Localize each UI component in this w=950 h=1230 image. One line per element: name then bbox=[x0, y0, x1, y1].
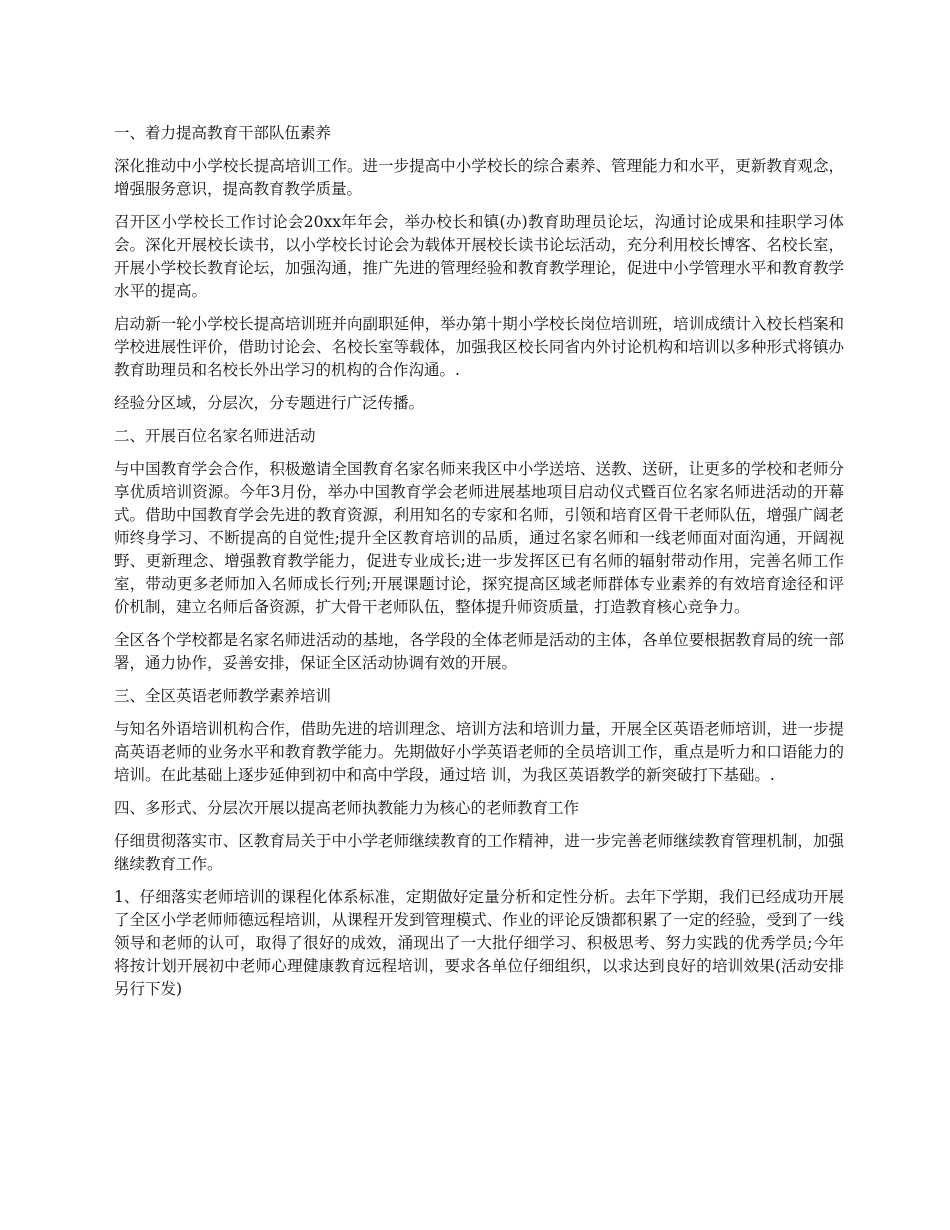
section-heading-4: 四、多形式、分层次开展以提高老师执教能力为核心的老师教育工作 bbox=[114, 799, 580, 817]
section-heading-1: 一、着力提高教育干部队伍素养 bbox=[114, 124, 332, 142]
paragraph: 仔细贯彻落实市、区教育局关于中小学老师继续教育的工作精神，进一步完善老师继续教育管理机制，加强继续教育工作。 bbox=[114, 832, 844, 873]
paragraph: 全区各个学校都是名家名师进活动的基地，各学段的全体老师是活动的主体，各单位要根据教育局的统一部署，通力协作，妥善安排，保证全区活动协调有效的开展。 bbox=[114, 631, 844, 672]
paragraph: 与知名外语培训机构合作，借助先进的培训理念、培训方法和培训力量，开展全区英语老师培训，进一步提高英语老师的业务水平和教育教学能力。先期做好小学英语老师的全员培训工作，重点是听力和口语能力的培训。在此基础上逐步延伸到初中和高中学段，通过培 训，为我区英语教学的新突破打下基础。. bbox=[114, 720, 844, 784]
paragraph: 启动新一轮小学校长提高培训班并向副职延伸，举办第十期小学校长岗位培训班，培训成绩计入校长档案和学校进展性评价，借助讨论会、名校长室等载体，加强我区校长同省内外讨论机构和培训以多种形式将镇办教育助理员和名校长外出学习的机构的合作沟通。. bbox=[114, 315, 844, 379]
section-heading-3: 三、全区英语老师教学素养培训 bbox=[114, 687, 332, 705]
section-heading-2: 二、开展百位名家名师进活动 bbox=[114, 427, 316, 445]
paragraph: 1、仔细落实老师培训的课程化体系标准，定期做好定量分析和定性分析。去年下学期，我们已经成功开展了全区小学老师师德远程培训，从课程开发到管理模式、作业的评论反馈都积累了一定的经验，受到了一线领导和老师的认可，取得了很好的成效，涌现出了一大批仔细学习、积极思考、努力实践的优秀学员;今年将按计划开展初中老师心理健康教育远程培训，要求各单位仔细组织，以求达到良好的培训效果(活动安排另行下发) bbox=[114, 888, 844, 998]
paragraph: 深化推动中小学校长提高培训工作。进一步提高中小学校长的综合素养、管理能力和水平，更新教育观念，增强服务意识，提高教育教学质量。 bbox=[114, 157, 844, 198]
paragraph: 召开区小学校长工作讨论会20xx年年会，举办校长和镇(办)教育助理员论坛，沟通讨论成果和挂职学习体会。深化开展校长读书，以小学校长讨论会为载体开展校长读书论坛活动，充分利用校长博客、名校长室，开展小学校长教育论坛，加强沟通，推广先进的管理经验和教育教学理论，促进中小学管理水平和教育教学水平的提高。 bbox=[114, 213, 844, 300]
document-body bbox=[114, 122, 844, 1011]
paragraph: 经验分区域，分层次，分专题进行广泛传播。 bbox=[114, 394, 425, 412]
paragraph: 与中国教育学会合作，积极邀请全国教育名家名师来我区中小学送培、送教、送研，让更多的学校和老师分享优质培训资源。今年3月份，举办中国教育学会老师进展基地项目启动仪式暨百位名家名师进活动的开幕式。借助中国教育学会先进的教育资源，利用知名的专家和名师，引领和培育区骨干老师队伍，增强广阔老师终身学习、不断提高的自觉性;提升全区教育培训的品质，通过名家名师和一线老师面对面沟通，开阔视野、更新理念、增强教育教学能力，促进专业成长;进一步发挥区已有名师的辐射带动作用，完善名师工作室，带动更多老师加入名师成长行列;开展课题讨论，探究提高区域老师群体专业素养的有效培育途径和评价机制，建立名师后备资源，扩大骨干老师队伍，整体提升师资质量，打造教育核心竞争力。 bbox=[114, 460, 844, 616]
